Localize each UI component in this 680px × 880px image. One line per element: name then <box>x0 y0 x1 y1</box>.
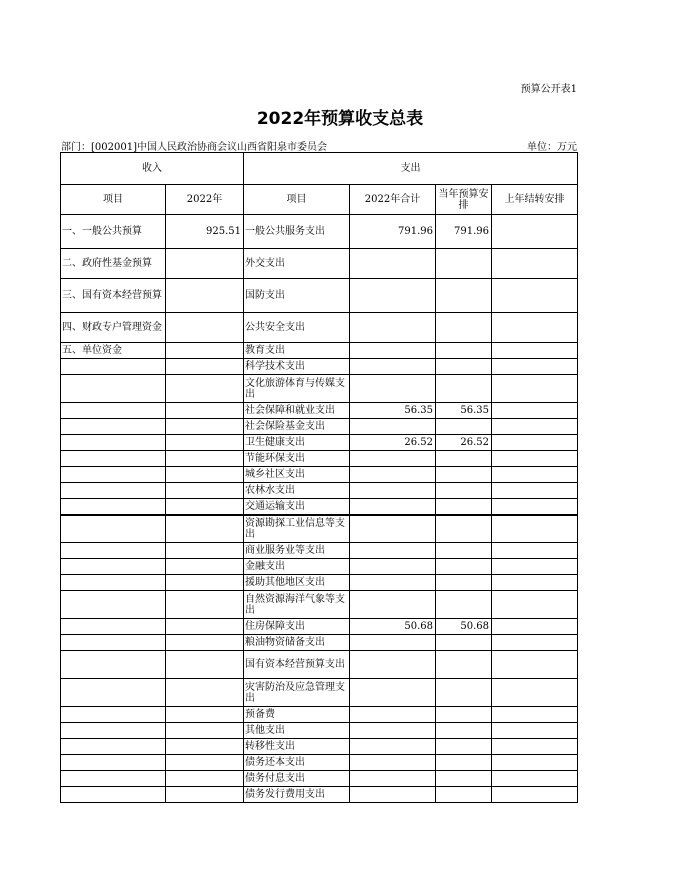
expense-item-cell: 债务发行费用支出 <box>244 787 350 803</box>
carryover-cell <box>492 249 578 279</box>
income-value-cell <box>166 707 244 723</box>
col-expense-item: 项目 <box>244 185 350 215</box>
current-cell <box>436 679 492 707</box>
table-row <box>61 771 578 787</box>
expense-item-cell: 城乡社区支出 <box>244 467 350 483</box>
total-cell <box>350 343 436 359</box>
table-row <box>61 249 578 279</box>
expense-item-cell: 教育支出 <box>244 343 350 359</box>
table-row <box>61 467 578 483</box>
income-value-cell <box>166 739 244 755</box>
expense-item-cell: 转移性支出 <box>244 739 350 755</box>
current-cell: 26.52 <box>436 435 492 451</box>
income-value-cell <box>166 635 244 651</box>
table-row <box>61 619 578 635</box>
income-value-cell <box>166 591 244 619</box>
carryover-cell <box>492 739 578 755</box>
income-item-cell <box>61 707 166 723</box>
expense-item-cell: 自然资源海洋气象等支出 <box>244 591 350 619</box>
expense-item-cell: 粮油物资储备支出 <box>244 635 350 651</box>
income-value-cell <box>166 499 244 515</box>
income-value-cell <box>166 723 244 739</box>
current-cell: 791.96 <box>436 215 492 249</box>
total-cell: 56.35 <box>350 403 436 419</box>
table-row <box>61 559 578 575</box>
income-value-cell <box>166 483 244 499</box>
income-item-cell <box>61 723 166 739</box>
expense-item-cell: 债务还本支出 <box>244 755 350 771</box>
income-item-cell <box>61 359 166 375</box>
table-row <box>61 403 578 419</box>
expense-item-cell: 国防支出 <box>244 279 350 313</box>
current-cell <box>436 515 492 543</box>
total-cell <box>350 359 436 375</box>
current-cell <box>436 635 492 651</box>
col-income-item: 项目 <box>61 185 166 215</box>
carryover-cell <box>492 787 578 803</box>
income-value-cell <box>166 515 244 543</box>
income-item-cell <box>61 591 166 619</box>
carryover-cell <box>492 359 578 375</box>
table-row <box>61 499 578 515</box>
carryover-cell <box>492 679 578 707</box>
current-cell <box>436 419 492 435</box>
carryover-cell <box>492 591 578 619</box>
expense-item-cell: 资源勘探工业信息等支出 <box>244 515 350 543</box>
total-cell <box>350 591 436 619</box>
carryover-cell <box>492 575 578 591</box>
expense-item-cell: 预备费 <box>244 707 350 723</box>
expense-item-cell: 商业服务业等支出 <box>244 543 350 559</box>
expense-item-cell: 灾害防治及应急管理支出 <box>244 679 350 707</box>
budget-table <box>60 152 578 803</box>
total-cell: 50.68 <box>350 619 436 635</box>
current-cell <box>436 499 492 515</box>
total-cell <box>350 499 436 515</box>
department-label: 部门：[002001]中国人民政治协商会议山西省阳泉市委员会 <box>61 142 327 153</box>
expense-header: 支出 <box>244 153 578 185</box>
income-item-cell <box>61 651 166 679</box>
expense-item-cell: 节能环保支出 <box>244 451 350 467</box>
expense-item-cell: 社会保障和就业支出 <box>244 403 350 419</box>
col-carryover: 上年结转安排 <box>492 185 578 215</box>
income-item-cell <box>61 575 166 591</box>
current-cell <box>436 651 492 679</box>
expense-item-cell: 科学技术支出 <box>244 359 350 375</box>
current-cell <box>436 249 492 279</box>
expense-item-cell: 公共安全支出 <box>244 313 350 343</box>
income-value-cell <box>166 559 244 575</box>
expense-item-cell: 文化旅游体育与传媒支出 <box>244 375 350 403</box>
income-item-cell <box>61 787 166 803</box>
table-row <box>61 359 578 375</box>
carryover-cell <box>492 559 578 575</box>
income-item-cell <box>61 771 166 787</box>
expense-item-cell: 国有资本经营预算支出 <box>244 651 350 679</box>
table-row <box>61 419 578 435</box>
carryover-cell <box>492 515 578 543</box>
carryover-cell <box>492 451 578 467</box>
carryover-cell <box>492 771 578 787</box>
income-value-cell <box>166 359 244 375</box>
current-cell: 50.68 <box>436 619 492 635</box>
total-cell <box>350 723 436 739</box>
total-cell <box>350 249 436 279</box>
income-item-cell <box>61 619 166 635</box>
income-value-cell <box>166 403 244 419</box>
col-total: 2022年合计 <box>350 185 436 215</box>
expense-item-cell: 卫生健康支出 <box>244 435 350 451</box>
total-cell <box>350 467 436 483</box>
table-row <box>61 739 578 755</box>
current-cell <box>436 543 492 559</box>
total-cell <box>350 651 436 679</box>
income-item-cell <box>61 543 166 559</box>
income-value-cell <box>166 419 244 435</box>
table-row <box>61 483 578 499</box>
income-value-cell <box>166 467 244 483</box>
current-cell <box>436 723 492 739</box>
total-cell <box>350 575 436 591</box>
total-cell <box>350 451 436 467</box>
total-cell <box>350 787 436 803</box>
income-item-cell <box>61 435 166 451</box>
table-row <box>61 651 578 679</box>
carryover-cell <box>492 343 578 359</box>
expense-item-cell: 住房保障支出 <box>244 619 350 635</box>
current-cell <box>436 591 492 619</box>
table-row <box>61 755 578 771</box>
carryover-cell <box>492 435 578 451</box>
income-value-cell <box>166 313 244 343</box>
total-cell <box>350 543 436 559</box>
total-cell <box>350 419 436 435</box>
total-cell <box>350 771 436 787</box>
table-row <box>61 279 578 313</box>
income-item-cell <box>61 635 166 651</box>
income-item-cell <box>61 451 166 467</box>
table-row <box>61 723 578 739</box>
carryover-cell <box>492 499 578 515</box>
carryover-cell <box>492 313 578 343</box>
income-item-cell: 五、单位资金 <box>61 343 166 359</box>
carryover-cell <box>492 543 578 559</box>
current-cell <box>436 787 492 803</box>
carryover-cell <box>492 403 578 419</box>
table-number: 预算公开表1 <box>520 84 577 95</box>
col-current: 当年预算安排 <box>436 185 492 215</box>
carryover-cell <box>492 755 578 771</box>
table-row <box>61 215 578 249</box>
current-cell: 56.35 <box>436 403 492 419</box>
total-cell: 26.52 <box>350 435 436 451</box>
income-value-cell <box>166 375 244 403</box>
current-cell <box>436 771 492 787</box>
income-item-cell <box>61 467 166 483</box>
current-cell <box>436 467 492 483</box>
income-item-cell: 四、财政专户管理资金 <box>61 313 166 343</box>
table-row <box>61 679 578 707</box>
income-item-cell <box>61 419 166 435</box>
table-row <box>61 591 578 619</box>
table-row <box>61 635 578 651</box>
table-row <box>61 543 578 559</box>
carryover-cell <box>492 619 578 635</box>
income-value-cell <box>166 343 244 359</box>
total-cell <box>350 559 436 575</box>
income-value-cell <box>166 279 244 313</box>
total-cell <box>350 707 436 723</box>
income-value-cell <box>166 249 244 279</box>
income-value-cell <box>166 575 244 591</box>
income-item-cell <box>61 755 166 771</box>
income-item-cell <box>61 375 166 403</box>
carryover-cell <box>492 215 578 249</box>
carryover-cell <box>492 651 578 679</box>
income-value-cell <box>166 543 244 559</box>
col-year: 2022年 <box>166 185 244 215</box>
expense-item-cell: 一般公共服务支出 <box>244 215 350 249</box>
unit-label: 单位：万元 <box>527 142 577 153</box>
total-cell <box>350 375 436 403</box>
expense-item-cell: 社会保险基金支出 <box>244 419 350 435</box>
table-row <box>61 435 578 451</box>
current-cell <box>436 313 492 343</box>
total-cell <box>350 279 436 313</box>
table-row <box>61 575 578 591</box>
income-value-cell: 925.51 <box>166 215 244 249</box>
expense-item-cell: 农林水支出 <box>244 483 350 499</box>
expense-item-cell: 援助其他地区支出 <box>244 575 350 591</box>
income-item-cell <box>61 739 166 755</box>
income-item-cell <box>61 679 166 707</box>
carryover-cell <box>492 635 578 651</box>
table-row <box>61 451 578 467</box>
income-item-cell: 一、一般公共预算 <box>61 215 166 249</box>
table-row <box>61 515 578 543</box>
table-row <box>61 707 578 723</box>
income-item-cell <box>61 515 166 543</box>
expense-item-cell: 债务付息支出 <box>244 771 350 787</box>
income-header: 收入 <box>61 153 244 185</box>
total-cell: 791.96 <box>350 215 436 249</box>
current-cell <box>436 739 492 755</box>
income-value-cell <box>166 651 244 679</box>
current-cell <box>436 755 492 771</box>
current-cell <box>436 483 492 499</box>
income-item-cell <box>61 499 166 515</box>
income-item-cell: 三、国有资本经营预算 <box>61 279 166 313</box>
total-cell <box>350 515 436 543</box>
income-item-cell: 二、政府性基金预算 <box>61 249 166 279</box>
total-cell <box>350 483 436 499</box>
income-value-cell <box>166 619 244 635</box>
total-cell <box>350 755 436 771</box>
current-cell <box>436 559 492 575</box>
table-row <box>61 787 578 803</box>
expense-item-cell: 金融支出 <box>244 559 350 575</box>
current-cell <box>436 575 492 591</box>
total-cell <box>350 635 436 651</box>
expense-item-cell: 外交支出 <box>244 249 350 279</box>
table-row <box>61 313 578 343</box>
income-value-cell <box>166 771 244 787</box>
total-cell <box>350 739 436 755</box>
current-cell <box>436 359 492 375</box>
total-cell <box>350 679 436 707</box>
current-cell <box>436 375 492 403</box>
total-cell <box>350 313 436 343</box>
table-row <box>61 375 578 403</box>
current-cell <box>436 707 492 723</box>
current-cell <box>436 451 492 467</box>
carryover-cell <box>492 419 578 435</box>
table-row <box>61 343 578 359</box>
income-value-cell <box>166 451 244 467</box>
expense-item-cell: 交通运输支出 <box>244 499 350 515</box>
expense-item-cell: 其他支出 <box>244 723 350 739</box>
carryover-cell <box>492 483 578 499</box>
carryover-cell <box>492 279 578 313</box>
income-item-cell <box>61 403 166 419</box>
income-value-cell <box>166 787 244 803</box>
income-value-cell <box>166 755 244 771</box>
income-item-cell <box>61 559 166 575</box>
current-cell <box>436 343 492 359</box>
page-title: 2022年预算收支总表 <box>256 109 424 129</box>
income-item-cell <box>61 483 166 499</box>
carryover-cell <box>492 467 578 483</box>
income-value-cell <box>166 435 244 451</box>
carryover-cell <box>492 375 578 403</box>
income-value-cell <box>166 679 244 707</box>
carryover-cell <box>492 723 578 739</box>
current-cell <box>436 279 492 313</box>
carryover-cell <box>492 707 578 723</box>
